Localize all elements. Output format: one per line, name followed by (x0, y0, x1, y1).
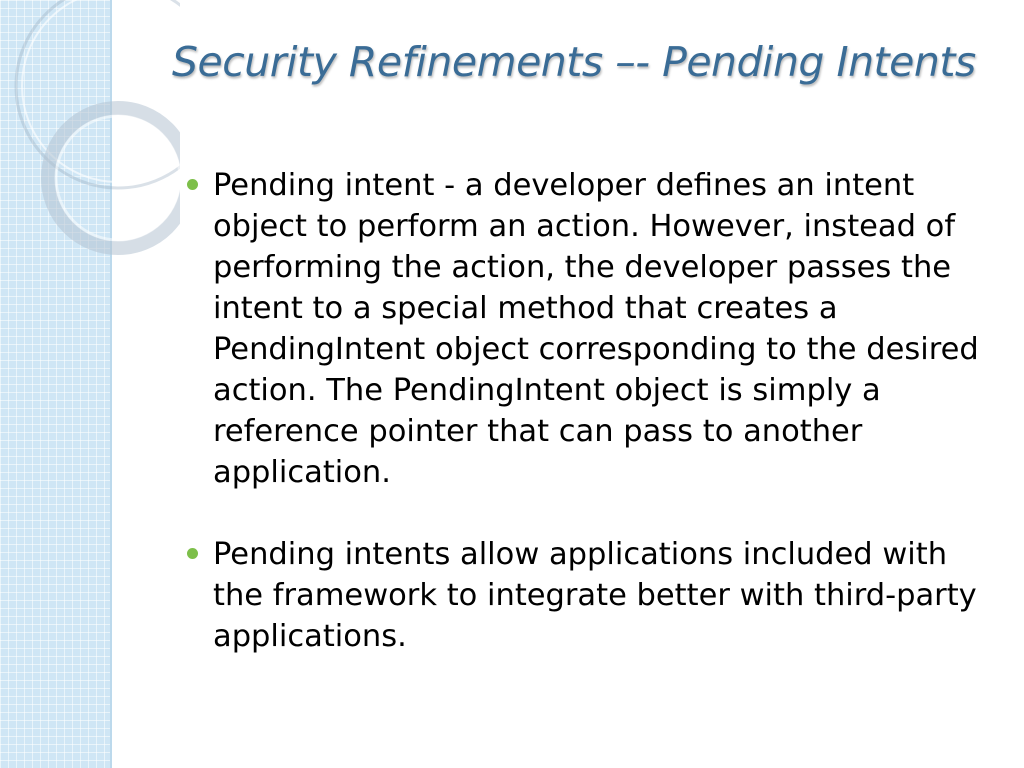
bullet-text: Pending intents allow applications included with the framework to integrate better with third-party applications. (213, 537, 977, 654)
slide-title: Security Refinements –- Pending Intents (172, 38, 976, 86)
bullet-item (185, 165, 1000, 493)
bullet-dot-icon (187, 179, 198, 190)
side-band (0, 0, 112, 768)
bullet-item (185, 534, 1000, 657)
bullet-list (185, 165, 1000, 698)
bullet-text: Pending intent - a developer defines an intent object to perform an action. However, instead of performing the action, the developer passes the intent to a special method that creates a PendingIntent object corresponding to the desired action. The PendingIntent object is simply a reference pointer that can pass to another application. (213, 168, 979, 490)
bullet-dot-icon (187, 548, 198, 559)
